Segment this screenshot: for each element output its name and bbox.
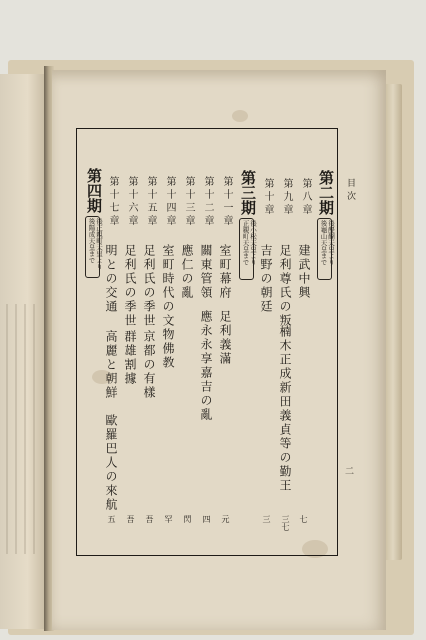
- period-note: 後醍醐天皇より 後龜山天皇まで: [319, 220, 335, 266]
- period-heading: 第二期: [317, 170, 335, 215]
- chapter-number: 第十五章: [145, 176, 156, 228]
- page-number: 吾: [145, 515, 154, 523]
- chapter-title: 建武中興: [297, 244, 311, 300]
- period-note: 後正親町天皇より 後陽成天皇まで: [87, 218, 103, 270]
- chapter-number: 第九章: [281, 178, 292, 217]
- chapter-title: 明との交通: [104, 244, 118, 314]
- chapter-title: 足利氏の季世: [123, 244, 137, 328]
- chapter-subtitle: 足利義滿: [218, 310, 232, 366]
- chapter-title: 吉野の朝廷: [259, 244, 273, 314]
- page-number: 三: [262, 515, 271, 523]
- chapter-title: 室町幕府: [218, 244, 232, 300]
- chapter-number: 第十章: [262, 178, 273, 217]
- page-number: 三七: [281, 515, 290, 531]
- chapter-subtitle: 楠木正成新田義貞等の勤王: [278, 325, 292, 493]
- page-number: 元: [221, 515, 230, 523]
- chapter-title: 足利尊氏の叛: [278, 244, 292, 328]
- running-head: 目次: [345, 178, 355, 204]
- chapter-subtitle: 高麗と朝鮮 歐羅巴人の來航: [104, 330, 118, 512]
- chapter-number: 第十一章: [221, 176, 232, 228]
- chapter-number: 第十四章: [164, 176, 175, 228]
- page-edges: [384, 84, 402, 560]
- chapter-title: 關東管領: [199, 244, 213, 300]
- page-number: 罕: [164, 515, 173, 523]
- page-number: 閃: [183, 515, 192, 523]
- page-folio: 二: [345, 467, 355, 477]
- page-number: 吾: [126, 515, 135, 523]
- chapter-title: 室町時代の文物佛教: [161, 244, 175, 370]
- chapter-number: 第八章: [300, 178, 311, 217]
- chapter-number: 第十七章: [107, 176, 118, 228]
- chapter-title: 應仁の亂: [180, 244, 194, 300]
- chapter-subtitle: 應永永享嘉吉の亂: [199, 310, 213, 422]
- page-number: 七: [299, 515, 308, 523]
- chapter-subtitle: 京都の有樣: [142, 330, 156, 400]
- chapter-title: 足利氏の季世: [142, 244, 156, 328]
- chapter-number: 第十六章: [126, 176, 137, 228]
- period-heading: 第三期: [239, 170, 257, 215]
- left-page: [0, 74, 46, 629]
- chapter-number: 第十二章: [202, 176, 213, 228]
- page-number: 四: [202, 515, 211, 523]
- chapter-subtitle: 群雄割據: [123, 330, 137, 386]
- page-number: 五: [107, 515, 116, 523]
- period-note: 後小松天皇より 正親町天皇まで: [241, 220, 257, 266]
- chapter-number: 第十三章: [183, 176, 194, 228]
- period-heading: 第四期: [85, 168, 103, 213]
